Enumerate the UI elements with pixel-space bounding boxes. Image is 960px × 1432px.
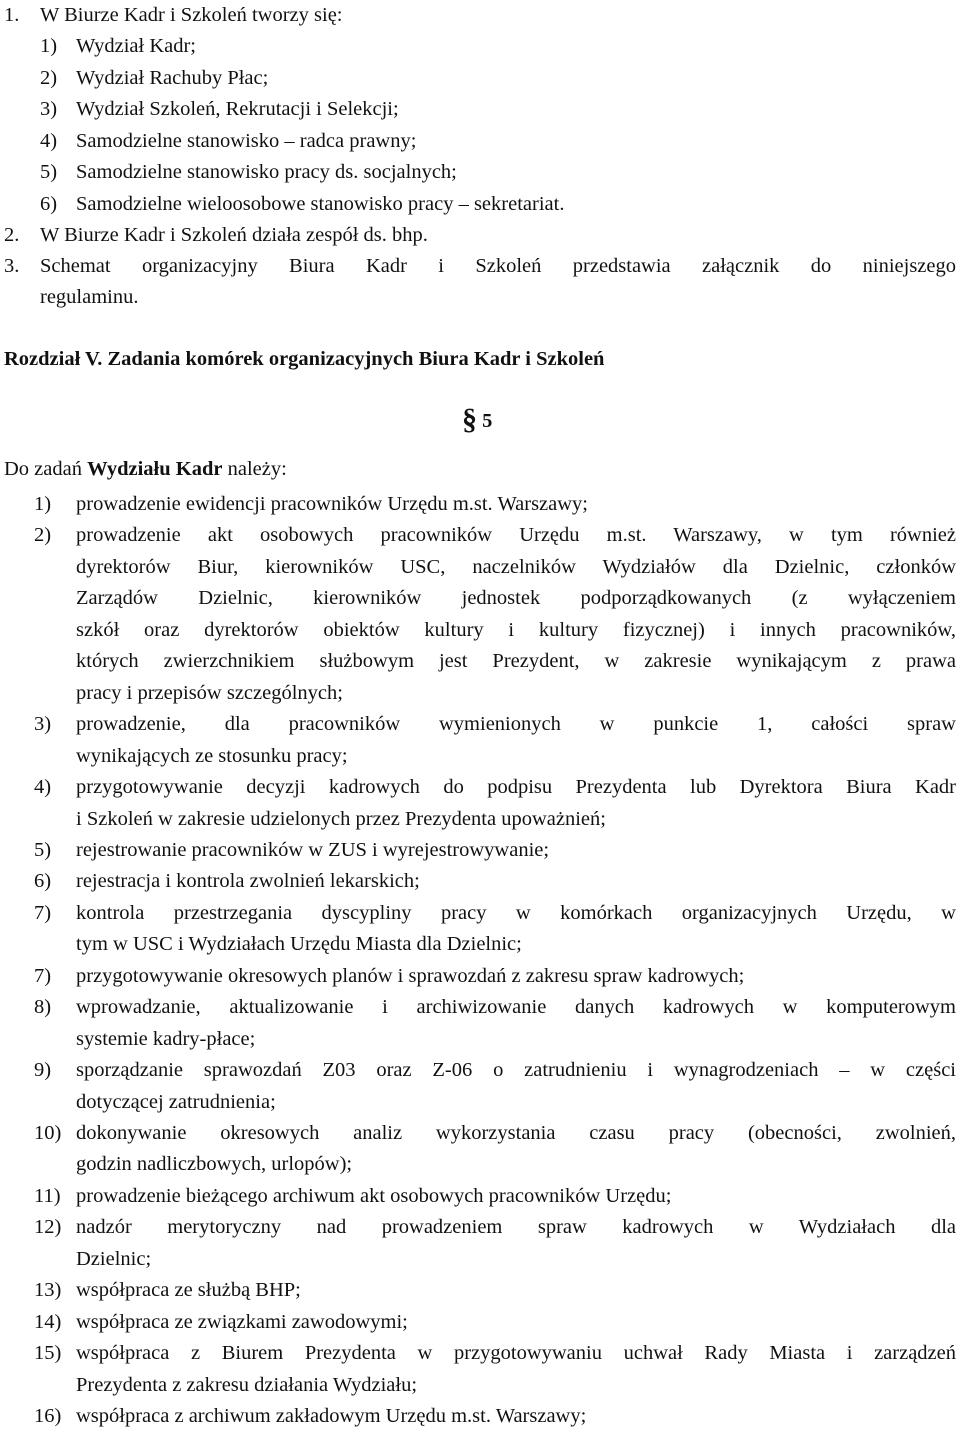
task-number: 14) <box>34 1310 62 1333</box>
task-number: 10) <box>34 1122 62 1144</box>
task-item <box>0 1401 960 1431</box>
task-text-line: pracy i przepisów szczególnych; <box>76 681 343 704</box>
task-number: 9) <box>34 1059 52 1082</box>
intro-subitem-number: 1) <box>40 35 58 57</box>
chapter-title: Rozdział V. Zadania komórek organizacyjnych Biura Kadr i Szkoleń <box>4 348 605 370</box>
lead-text-after: należy: <box>222 458 287 480</box>
task-text-line: systemie kadry-płace; <box>76 1027 256 1050</box>
lead-sentence <box>0 454 960 484</box>
lead-text <box>4 454 287 484</box>
task-number: 3) <box>34 713 52 736</box>
intro-subitem-number: 3) <box>40 98 58 120</box>
task-item <box>0 866 960 896</box>
intro-subitem-text: Wydział Kadr; <box>76 35 197 57</box>
intro-subitem <box>0 157 960 187</box>
task-item-continuation <box>0 1370 960 1400</box>
intro-item-1-number: 1. <box>4 4 20 26</box>
task-number: 4) <box>34 776 52 799</box>
intro-item-3-continuation <box>0 282 960 312</box>
task-item-continuation <box>0 646 960 676</box>
task-text-line: dyrektorów Biur, kierowników USC, naczelników Wydziałów dla Dzielnic, członków <box>76 555 956 578</box>
task-number: 8) <box>34 996 52 1019</box>
task-text-line: których zwierzchnikiem służbowym jest Prezydent, w zakresie wynikającym z prawa <box>76 650 956 673</box>
task-text-line: prowadzenie akt osobowych pracowników Urzędu m.st. Warszawy, w tym również <box>76 524 956 547</box>
task-text-line: współpraca z archiwum zakładowym Urzędu m.st. Warszawy; <box>76 1405 587 1428</box>
intro-item-2 <box>0 220 960 250</box>
intro-subitem-number: 5) <box>40 161 58 183</box>
paragraph-marker <box>462 402 492 439</box>
task-text-line: współpraca z Biurem Prezydenta w przygotowywaniu uchwał Rady Miasta i zarządzeń <box>76 1342 956 1365</box>
task-text-line: dokonywanie okresowych analiz wykorzystania czasu pracy (obecności, zwolnień, <box>76 1122 956 1144</box>
paragraph-number: 5 <box>482 410 493 432</box>
task-item <box>0 992 960 1022</box>
task-item-continuation <box>0 583 960 613</box>
intro-subitem-text: Samodzielne stanowisko – radca prawny; <box>76 129 417 152</box>
intro-item-3-text-line-2: regulaminu. <box>40 286 139 308</box>
task-number: 5) <box>34 838 52 861</box>
task-text-line: tym w USC i Wydziałach Urzędu Miasta dla Dzielnic; <box>76 933 522 956</box>
task-text-line: rejestracja i kontrola zwolnień lekarskich; <box>76 870 420 893</box>
task-text-line: Dzielnic; <box>76 1247 152 1270</box>
task-item-continuation <box>0 804 960 834</box>
intro-subitem-text: Samodzielne stanowisko pracy ds. socjalnych; <box>76 161 457 183</box>
chapter-heading <box>0 344 960 374</box>
paragraph-heading <box>0 402 960 438</box>
intro-subitem <box>0 189 960 219</box>
lead-text-unit-name: Wydziału Kadr <box>87 458 223 480</box>
task-item <box>0 520 960 550</box>
task-text-line: prowadzenie, dla pracowników wymienionych w punkcie 1, całości spraw <box>76 713 956 736</box>
task-text-line: wynikających ze stosunku pracy; <box>76 744 348 767</box>
task-text-line: współpraca ze służbą BHP; <box>76 1279 301 1302</box>
intro-subitem-number: 6) <box>40 192 58 215</box>
task-text-line: wprowadzanie, aktualizowanie i archiwizowanie danych kadrowych w komputerowym <box>76 996 956 1019</box>
task-text-line: kontrola przestrzegania dyscypliny pracy w komórkach organizacyjnych Urzędu, w <box>76 901 956 924</box>
intro-item-3 <box>0 251 960 281</box>
task-text-line: sporządzanie sprawozdań Z03 oraz Z-06 o zatrudnieniu i wynagrodzeniach – w części <box>76 1059 956 1082</box>
section-sign-icon: § <box>462 403 477 436</box>
task-item <box>0 898 960 928</box>
task-text-line: nadzór merytoryczny nad prowadzeniem spraw kadrowych w Wydziałach dla <box>76 1216 956 1239</box>
task-text-line: współpraca ze związkami zawodowymi; <box>76 1310 408 1333</box>
task-number: 12) <box>34 1216 62 1239</box>
task-item <box>0 772 960 802</box>
task-item <box>0 961 960 991</box>
intro-item-2-number: 2. <box>4 224 20 246</box>
task-text-line: szkół oraz dyrektorów obiektów kultury i kultury fizycznej) i innych pracowników, <box>76 618 956 641</box>
task-text-line: przygotowywanie okresowych planów i sprawozdań z zakresu spraw kadrowych; <box>76 964 745 987</box>
task-item-continuation <box>0 1087 960 1117</box>
task-number: 1) <box>34 493 52 515</box>
intro-subitem-number: 4) <box>40 129 58 152</box>
intro-item-1-text: W Biurze Kadr i Szkoleń tworzy się: <box>40 4 343 26</box>
task-item <box>0 1275 960 1305</box>
task-text-line: i Szkoleń w zakresie udzielonych przez Prezydenta upoważnień; <box>76 807 606 830</box>
task-text-line: prowadzenie bieżącego archiwum akt osobowych pracowników Urzędu; <box>76 1184 672 1207</box>
task-item <box>0 1307 960 1337</box>
task-item-continuation <box>0 929 960 959</box>
task-item-continuation <box>0 1244 960 1274</box>
task-number: 7) <box>34 901 52 924</box>
task-text-line: Prezydenta z zakresu działania Wydziału; <box>76 1373 418 1396</box>
intro-subitem <box>0 126 960 156</box>
intro-subitem-text: Wydział Rachuby Płac; <box>76 66 269 89</box>
intro-item-3-number: 3. <box>4 255 20 277</box>
task-item-continuation <box>0 678 960 708</box>
task-number: 2) <box>34 524 52 547</box>
task-number: 16) <box>34 1405 62 1428</box>
intro-subitem-number: 2) <box>40 66 58 89</box>
task-number: 13) <box>34 1279 62 1302</box>
task-item <box>0 1055 960 1085</box>
task-item-continuation <box>0 552 960 582</box>
task-item <box>0 709 960 739</box>
task-text-line: dotyczącej zatrudnienia; <box>76 1090 276 1113</box>
task-item <box>0 1118 960 1148</box>
task-number: 7) <box>34 964 52 987</box>
intro-subitem <box>0 63 960 93</box>
task-item <box>0 1338 960 1368</box>
task-number: 11) <box>34 1184 61 1207</box>
task-text-line: rejestrowanie pracowników w ZUS i wyrejestrowywanie; <box>76 838 550 861</box>
task-text-line: godzin nadliczbowych, urlopów); <box>76 1153 353 1176</box>
intro-subitem <box>0 94 960 124</box>
task-text-line: przygotowywanie decyzji kadrowych do podpisu Prezydenta lub Dyrektora Biura Kadr <box>76 776 956 799</box>
task-item-continuation <box>0 741 960 771</box>
task-item-continuation <box>0 615 960 645</box>
task-item <box>0 1212 960 1242</box>
task-number: 6) <box>34 870 52 893</box>
lead-text-before: Do zadań <box>4 458 88 480</box>
task-number: 15) <box>34 1342 62 1365</box>
task-item <box>0 489 960 519</box>
task-item-continuation <box>0 1149 960 1179</box>
intro-item-1 <box>0 0 960 30</box>
task-text-line: Zarządów Dzielnic, kierowników jednostek podporządkowanych (z wyłączeniem <box>76 587 956 610</box>
intro-subitem-text: Samodzielne wieloosobowe stanowisko pracy – sekretariat. <box>76 192 565 215</box>
task-item <box>0 835 960 865</box>
intro-item-2-text: W Biurze Kadr i Szkoleń działa zespół ds. bhp. <box>40 224 428 246</box>
intro-item-3-text-line-1: Schemat organizacyjny Biura Kadr i Szkoleń przedstawia załącznik do niniejszego <box>40 255 956 277</box>
task-item-continuation <box>0 1024 960 1054</box>
task-item <box>0 1181 960 1211</box>
intro-subitem-text: Wydział Szkoleń, Rekrutacji i Selekcji; <box>76 98 399 120</box>
task-text-line: prowadzenie ewidencji pracowników Urzędu m.st. Warszawy; <box>76 493 588 515</box>
intro-subitem <box>0 31 960 61</box>
